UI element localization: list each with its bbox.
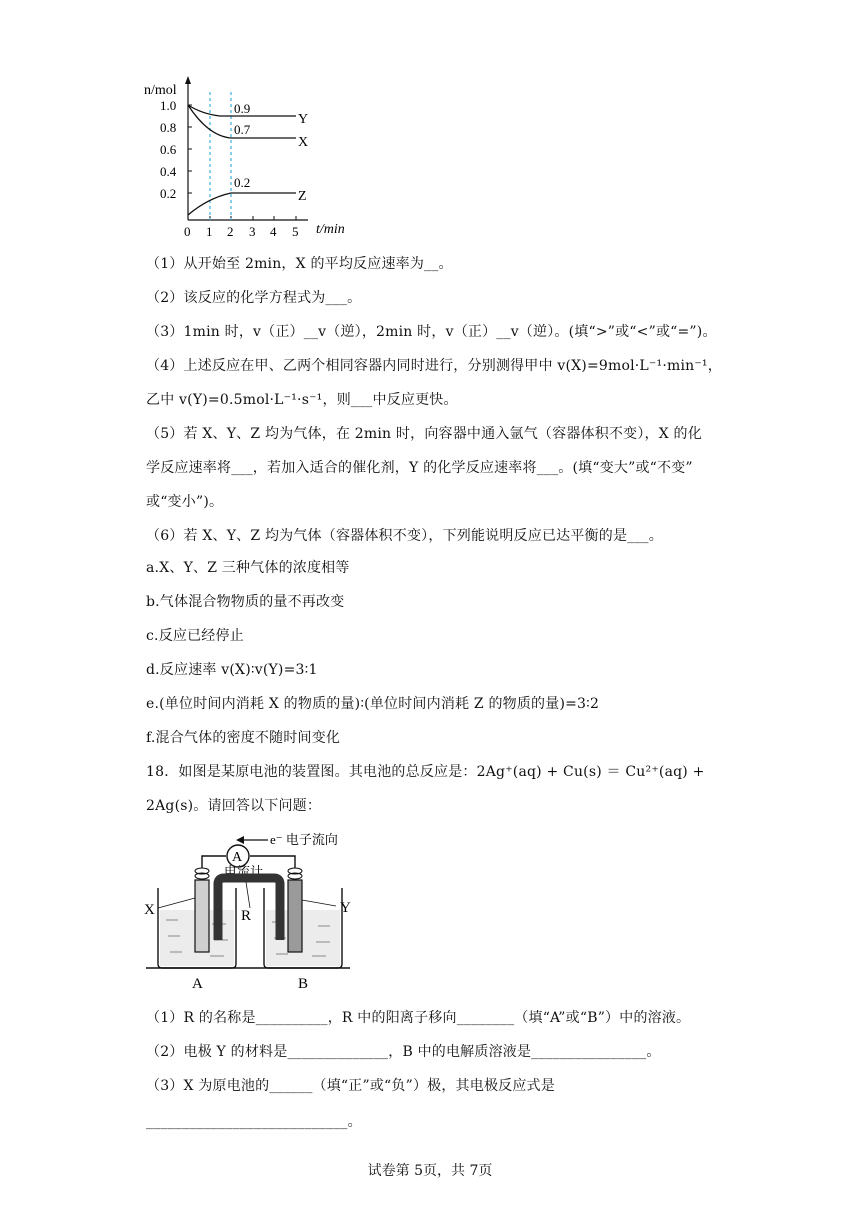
reaction-graph [140,70,380,242]
x-tick-label: 4 [270,224,277,239]
q17-part-1: （1）从开始至 2min，X 的平均反应速率为__。 [146,256,453,272]
q17-part-5-line2: 学反应速率将___，若加入适合的催化剂，Y 的化学反应速率将___。(填“变大”或“不变” [146,460,693,476]
annotation-z-value: 0.2 [234,175,251,190]
q17-part-5-line3: 或“变小”)。 [146,494,224,510]
q17-part-5-line1: （5）若 X、Y、Z 均为气体，在 2min 时，向容器中通入氩气（容器体积不变），X 的化 [146,426,702,442]
x-tick-label: 0 [184,224,191,239]
electron-flow-arrow [236,836,244,844]
x-tick-label: 1 [206,224,213,239]
y-axis-label: n/mol [144,83,177,98]
electrode-x [195,880,209,952]
y-axis-arrow [185,76,191,84]
page-footer: 试卷第 5页，共 7页 [367,1163,493,1179]
y-tick-label: 0.8 [160,120,177,135]
x-tick-label: 5 [292,224,299,239]
q18-part-3-line2: ____________________________。 [146,1114,362,1130]
label-beaker-b: B [298,976,309,992]
q18-intro-line1: 18．如图是某原电池的装置图。其电池的总反应是：2Ag⁺(aq) + Cu(s) ＝ Cu²⁺(aq) + [146,764,705,780]
y-tick-label: 0.4 [160,164,177,179]
annotation-x-value: 0.7 [234,122,251,137]
option-f: f.混合气体的密度不随时间变化 [146,730,341,746]
q18-intro-line2: 2Ag(s)。请回答以下问题： [146,798,322,814]
galvanic-cell-diagram [140,828,380,993]
x-tick-label: 2 [227,224,234,239]
label-beaker-a: A [192,976,203,992]
option-c: c.反应已经停止 [146,628,244,644]
label-electrode-x: X [144,902,155,918]
label-salt-bridge: R [241,908,252,924]
electron-flow-label: e⁻ 电子流向 [270,832,338,847]
label-electrode-y: Y [340,900,351,916]
q17-part-6: （6）若 X、Y、Z 均为气体（容器体积不变），下列能说明反应已达平衡的是___。 [146,528,663,544]
series-label-y: Y [298,112,309,127]
q17-part-2: （2）该反应的化学方程式为___。 [146,290,362,306]
wire-left [202,856,226,868]
series-label-x: X [298,135,309,150]
option-b: b.气体混合物物质的量不再改变 [146,594,345,610]
q17-part-4-line2: 乙中 v(Y)=0.5mol·L⁻¹·s⁻¹，则___中反应更快。 [146,392,458,408]
y-tick-label: 0.2 [160,186,177,201]
electrode-y [288,880,302,952]
option-d: d.反应速率 v(X)∶v(Y)=3∶1 [146,662,318,678]
q18-part-3-line1: （3）X 为原电池的______（填“正”或“负”）极，其电极反应式是 [146,1078,555,1094]
y-tick-label: 1.0 [160,98,177,113]
series-label-z: Z [298,189,307,204]
q18-part-2: （2）电极 Y 的材料是______________，B 中的电解质溶液是________________。 [146,1044,661,1060]
q18-part-1: （1）R 的名称是__________，R 中的阳离子移向________（填“A”或“B”）中的溶液。 [146,1010,691,1026]
curve-z [188,193,296,215]
y-tick-label: 0.6 [160,142,177,157]
annotation-y-value: 0.9 [234,101,251,116]
ammeter-symbol: A [232,850,243,865]
option-a: a.X、Y、Z 三种气体的浓度相等 [146,560,350,576]
option-e: e.(单位时间内消耗 X 的物质的量)∶(单位时间内消耗 Z 的物质的量)=3∶2 [146,696,600,712]
x-axis-label: t/min [316,222,345,237]
q17-part-3: （3）1min 时，v（正）__v（逆），2min 时，v（正）__v（逆）。(填“>”或“<”或“=”)。 [146,324,717,340]
ammeter-label: 电流计 [224,864,264,879]
q17-part-4-line1: （4）上述反应在甲、乙两个相同容器内同时进行，分别测得甲中 v(X)=9mol·L⁻¹·min⁻¹， [146,358,722,374]
x-tick-label: 3 [249,224,256,239]
